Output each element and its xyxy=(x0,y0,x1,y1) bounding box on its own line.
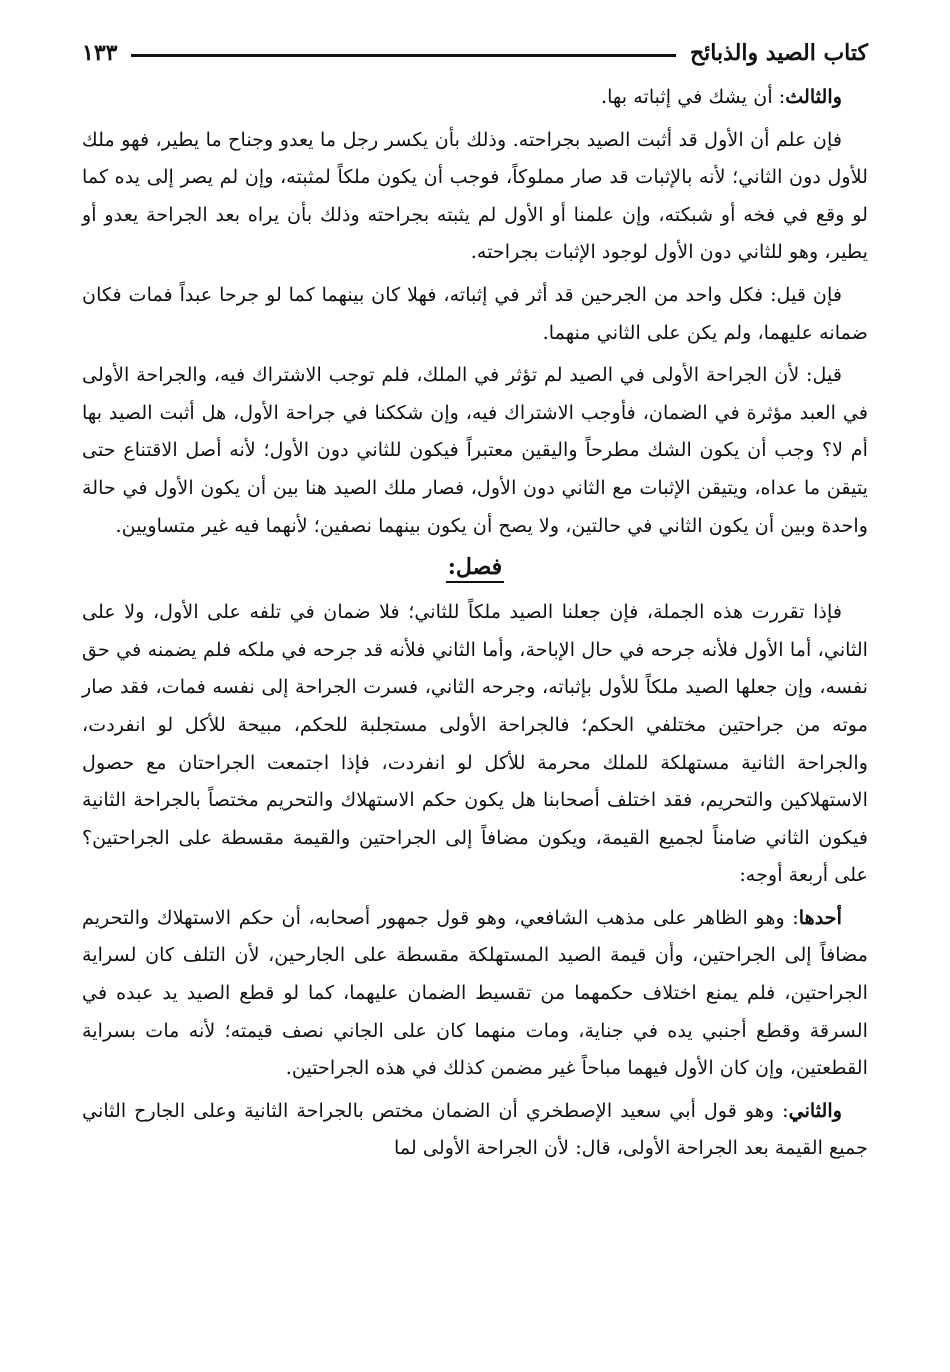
paragraph-text: فإن علم أن الأول قد أثبت الصيد بجراحته. وذلك بأن يكسر رجل ما يعدو وجناح ما يطير، فهو ملك للأول دون الثاني؛ لأنه بالإثبات قد صار مملوكاً، فوجب أن يكون ملكاً لمثبته، وإن لم يصر إلى يده كما لو وقع في فخه أو شبكته، وإن علمنا أو الأول لم يثبته بجراحته وذلك بأن يراه بعد الجراحة يعدو أو يطير، وهو للثاني دون الأول لوجود الإثبات بجراحته. xyxy=(82,127,868,264)
paragraph xyxy=(82,356,868,544)
paragraph xyxy=(82,78,868,116)
paragraph-lead: والثالث xyxy=(785,85,842,108)
running-header xyxy=(82,30,868,76)
page-number: ١٣٣ xyxy=(82,40,118,66)
paragraph xyxy=(82,899,868,1087)
paragraph-text: : وهو الظاهر على مذهب الشافعي، وهو قول جمهور أصحابه، أن حكم الاستهلاك والتحريم مضافاً إلى الجراحتين، وأن قيمة الصيد المستهلكة مقسطة على الجارحين، لأن التلف كان لسراية الجراحتين، فلم يمنع اختلاف حكمهما من تقسيط الضمان عليهما، كما لو قطع الصيد يد عبده في السرقة وقطع أجنبي يده في جناية، ومات منهما كان على الجاني نصف قيمته؛ لأنه مات بسراية القطعتين، وإن كان الأول فيهما مباحاً غير مضمن كذلك في هذه الجراحتين. xyxy=(82,905,868,1080)
paragraph-text: فإن قيل: فكل واحد من الجرحين قد أثر في إثباته، فهلا كان بينهما كما لو جرحا عبداً فمات فكان ضمانه عليهما، ولم يكن على الثاني منهما. xyxy=(82,282,868,344)
page-body xyxy=(82,78,868,1167)
paragraph xyxy=(82,276,868,351)
paragraph-lead: أحدها xyxy=(798,905,842,929)
section-heading xyxy=(82,549,868,589)
book-page xyxy=(82,30,868,1352)
paragraph-text: : أن يشك في إثباته بها. xyxy=(600,85,786,108)
paragraph-text: : وهو قول أبي سعيد الإصطخري أن الضمان مختص بالجراحة الثانية وعلى الجارح الثاني جميع القيمة بعد الجراحة الأولى، قال: لأن الجراحة الأولى لما xyxy=(82,1098,868,1160)
paragraph-lead: والثاني xyxy=(788,1098,842,1122)
book-title: كتاب الصيد والذبائح xyxy=(689,40,868,66)
paragraph-text: قيل: لأن الجراحة الأولى في الصيد لم تؤثر في الملك، فلم توجب الاشتراك فيه، والجراحة الأولى في العبد مؤثرة في الضمان، فأوجب الاشتراك فيه، وإن شككنا في جراحة الأول، هل أثبت الصيد بها أم لا؟ وجب أن يكون الشك مطرحاً واليقين معتبراً فيكون للثاني دون الأول؛ لأنه أصل الاقتناع حتى يتيقن ما عداه، ويتيقن الإثبات مع الثاني دون الأول، فصار ملك الصيد هنا بين أن يكون الأول في حالة واحدة وبين أن يكون الثاني في حالتين، ولا يصح أن يكون بينهما نصفين؛ لأنهما فيه غير متساويين. xyxy=(82,363,868,537)
paragraph xyxy=(82,1092,868,1167)
header-rule xyxy=(131,54,675,57)
section-heading-text: فصل: xyxy=(446,553,504,583)
paragraph xyxy=(82,593,868,894)
paragraph-text: فإذا تقررت هذه الجملة، فإن جعلنا الصيد ملكاً للثاني؛ فلا ضمان في تلفه على الأول، ولا على الثاني، أما الأول فلأنه جرحه في حال الإباحة، وأما الثاني فلأنه قد جرحه في ملكه فلم يضمنه في حق نفسه، وإن جعلها الصيد ملكاً للأول بإثباته، وجرحه الثاني، فسرت الجراحة إلى نفسه فمات، فقد صار موته من جراحتين مختلفي الحكم؛ فالجراحة الأولى مستجلبة للحكم، مبيحة للأكل لو انفردت، والجراحة الثانية مستهلكة للملك محرمة للأكل لو انفردت، فإذا اجتمعت الجراحتان مع حصول الاستهلاكين والتحريم، فقد اختلف أصحابنا هل يكون حكم الاستهلاك والتحريم مختصاً بالجراحة الثانية فيكون الثاني ضامناً لجميع القيمة، ويكون مضافاً إلى الجراحتين والقيمة مقسطة على الجراحتين؟ على أربعة أوجه: xyxy=(82,600,868,887)
paragraph xyxy=(82,121,868,271)
